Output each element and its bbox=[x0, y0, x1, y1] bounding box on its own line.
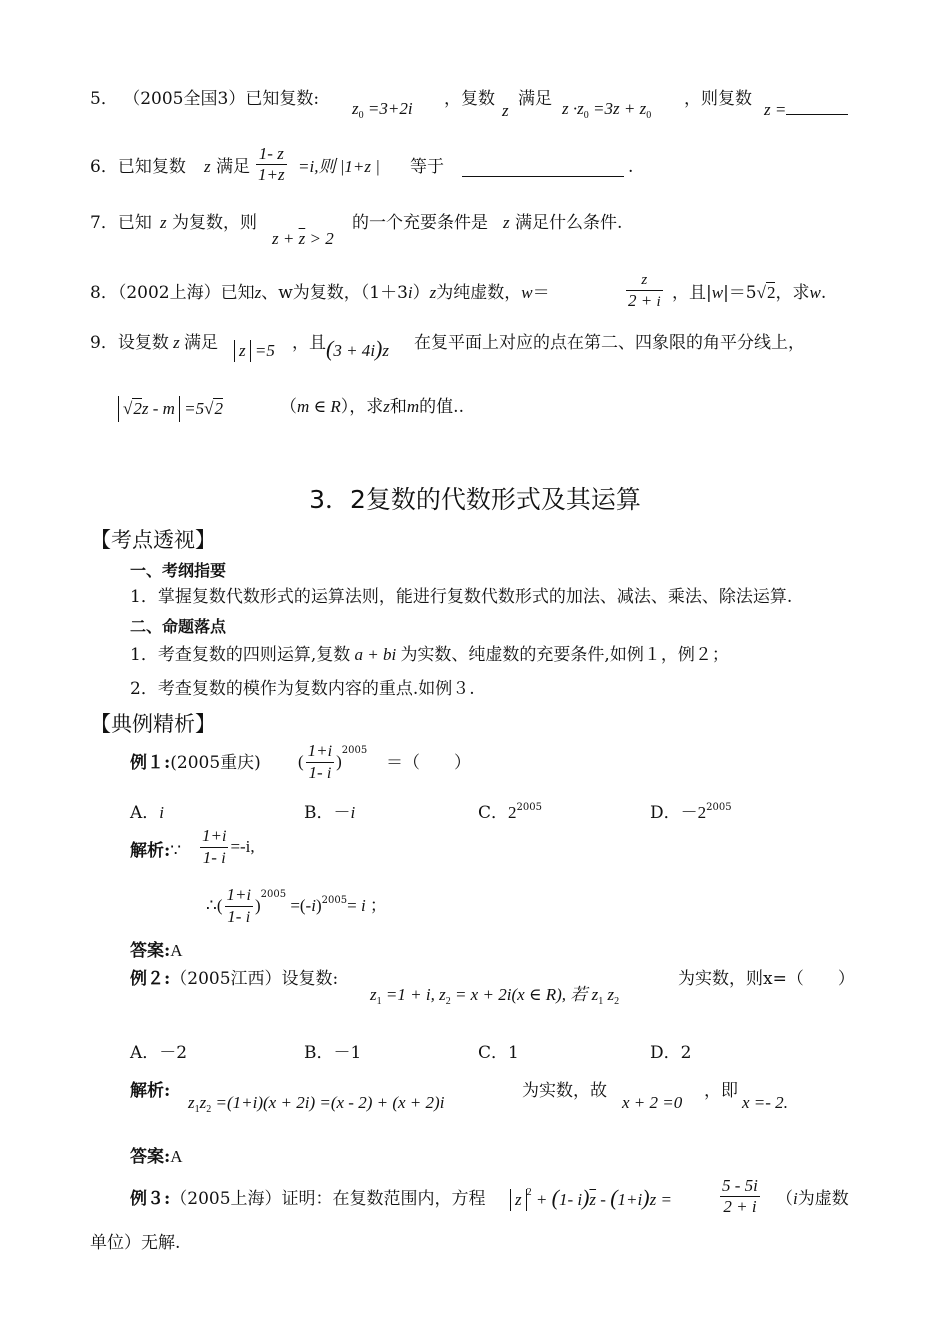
formula-z: z bbox=[204, 157, 211, 176]
solution-1 bbox=[130, 840, 181, 862]
formula-ex3: z $^2$ + (1- $i)\overline{z} - (1+i)z$ = bbox=[510, 1182, 672, 1211]
formula-ex1: ( $\frac{1+i}{1- i}$ )$^{2005}$ bbox=[298, 741, 368, 782]
answer-value: A bbox=[170, 941, 183, 960]
example-text: 为虚数 bbox=[797, 1189, 849, 1209]
item-text: 为实数、纯虚数的充要条件,如例１，例２； bbox=[400, 645, 729, 665]
problem-text: 和 bbox=[389, 397, 407, 417]
problem-text: ，求 bbox=[775, 283, 810, 303]
option-label: C． bbox=[478, 803, 509, 823]
problem-number: 9． bbox=[90, 333, 118, 353]
mingti-item-2: 2．考查复数的模作为复数内容的重点.如例３. bbox=[130, 679, 475, 699]
problem-text: 等于 bbox=[410, 157, 444, 177]
problem-text: 满足 bbox=[518, 89, 552, 109]
option-b: B．－1 bbox=[304, 1043, 362, 1063]
formula-z0: $z_0 =3+2i$ bbox=[352, 99, 413, 121]
solution-label: 解析: bbox=[130, 841, 171, 861]
formula-abs-z: z =5 bbox=[234, 340, 275, 362]
problem-9: 9．设复数 z 满足 bbox=[90, 333, 218, 353]
problem-text: ＝ bbox=[532, 283, 550, 303]
formula-z: z bbox=[160, 213, 167, 232]
problem-text: . bbox=[820, 283, 827, 303]
problem-text: ，复数 bbox=[444, 89, 495, 109]
example-source: (2005重庆) bbox=[170, 753, 261, 773]
problem-7 bbox=[90, 212, 152, 234]
formula-equals-i: =i,则 |1+z | bbox=[298, 157, 380, 176]
option-c: C．1 bbox=[478, 1043, 519, 1063]
formula-inequality: $z + \overline{z} > 2$ bbox=[272, 229, 334, 248]
answer-2 bbox=[130, 1146, 183, 1168]
option-b: B．－i bbox=[304, 803, 356, 823]
heading-kaodian: 【考点透视】 bbox=[90, 528, 216, 552]
formula-product: (3 + 4i)z bbox=[326, 336, 389, 361]
heading-mingti: 二、命题落点 bbox=[130, 617, 227, 636]
answer-label: 答案: bbox=[130, 1147, 171, 1167]
problem-5 bbox=[90, 88, 319, 110]
solution-text: = bbox=[347, 896, 357, 915]
option-label: B．－ bbox=[304, 803, 351, 823]
problem-text: 满足什么条件. bbox=[515, 213, 623, 233]
example-text: x=（ ） bbox=[763, 969, 855, 989]
example-3 bbox=[130, 1188, 486, 1210]
solution-text: 为实数，故 bbox=[522, 1081, 607, 1101]
problem-text: ，且 bbox=[292, 333, 326, 353]
problem-text: ，且| bbox=[672, 283, 712, 303]
problem-text: 的一个充要条件是 bbox=[352, 213, 488, 233]
solution-text: ∵ bbox=[170, 841, 182, 861]
answer-1 bbox=[130, 940, 183, 962]
problem-text: ，则复数 bbox=[684, 89, 752, 109]
formula-fraction: $\frac{z}{2 + i}$ bbox=[628, 272, 661, 310]
formula-condition: $z \cdot z_0 =3z + z_0$ bbox=[562, 99, 652, 121]
heading-dianli: 【典例精析】 bbox=[90, 712, 216, 736]
problem-text: 满足 bbox=[183, 333, 218, 353]
example-source: （2005江西）设复数: bbox=[170, 969, 339, 989]
option-label: A． bbox=[130, 803, 160, 823]
problem-number: 6． bbox=[90, 157, 118, 177]
option-c: C．$2^{2005}$ bbox=[478, 802, 542, 823]
problem-text: （m ∈ R），求z和m的值.. bbox=[280, 397, 464, 417]
problem-8: 8．（2002上海）已知z、w为复数，（1＋3i）z为纯虚数，w＝ bbox=[90, 283, 550, 303]
example-text: 单位）无解. bbox=[90, 1233, 181, 1253]
formula-result: x =- 2. bbox=[742, 1093, 788, 1112]
problem-text: . bbox=[628, 157, 634, 177]
example-1 bbox=[130, 752, 261, 774]
gangyao-item-1: 1．掌握复数代数形式的运算法则，能进行复数代数形式的加法、减法、乘法、除法运算. bbox=[130, 587, 793, 607]
problem-text: 满足 bbox=[216, 157, 250, 177]
example-text: 为实数，则 bbox=[678, 969, 763, 989]
solution-text: ，即 bbox=[704, 1081, 738, 1101]
problem-text: 为复数，则 bbox=[172, 213, 257, 233]
problem-text: （ bbox=[280, 397, 297, 417]
problem-text: ），求 bbox=[340, 397, 384, 417]
solution-label: 解析: bbox=[130, 1081, 171, 1101]
example-question: ＝（ ） bbox=[386, 753, 471, 773]
problem-text: ，且|w|＝5√2，求w. bbox=[672, 283, 827, 303]
example-2 bbox=[130, 968, 338, 990]
problem-text: （2002上海）已知 bbox=[117, 283, 255, 303]
option-d: D．$-2^{2005}$ bbox=[650, 802, 732, 823]
example-label: 例１: bbox=[130, 753, 171, 773]
example-label: 例３: bbox=[130, 1189, 171, 1209]
problem-text: 的值.. bbox=[419, 397, 464, 417]
formula-fraction: $\frac{1- z}{1+z}$ bbox=[258, 144, 285, 184]
problem-text: 已知复数 bbox=[117, 157, 186, 177]
option-d: D．2 bbox=[650, 1043, 692, 1063]
solution-text: =(- bbox=[290, 896, 312, 915]
formula-modulus: √2z - m =5√2 bbox=[118, 396, 223, 422]
problem-text: 已知 bbox=[117, 213, 152, 233]
example-text: （ bbox=[776, 1189, 793, 1209]
problem-number: 7． bbox=[90, 213, 118, 233]
problem-text: 为纯虚数， bbox=[436, 283, 522, 303]
problem-text: ） bbox=[412, 283, 430, 303]
formula-fraction: $\frac{5 - 5i}{2 + i}$ bbox=[722, 1176, 758, 1216]
solution-2 bbox=[130, 1080, 170, 1102]
option-label: D．－ bbox=[650, 803, 698, 823]
problem-number: 5． bbox=[90, 89, 118, 109]
problem-number: 8． bbox=[90, 283, 118, 303]
example-label: 例２: bbox=[130, 969, 171, 989]
problem-text: （2005全国3）已知复数: bbox=[123, 89, 320, 109]
solution-text: ) bbox=[315, 896, 322, 915]
formula-solution-2: ∴( $\frac{1+i}{1- i}$ )$^{2005} =(-i)^{2005}= i$ ； bbox=[206, 885, 387, 926]
problem-text: 在复平面上对应的点在第二、四象限的角平分线上， bbox=[414, 333, 805, 353]
answer-value: A bbox=[170, 1147, 183, 1166]
mingti-item-1: 1．考查复数的四则运算,复数 a + bi 为实数、纯虚数的充要条件,如例１，例２； bbox=[130, 645, 729, 665]
example-text: （i为虚数 bbox=[776, 1189, 849, 1209]
example-source: （2005上海）证明：在复数范围内，方程 bbox=[170, 1189, 486, 1209]
item-text: 1．考查复数的四则运算,复数 bbox=[130, 645, 351, 665]
formula-solution-1: $\frac{1+i}{1- i}$ =-i, bbox=[202, 826, 255, 867]
solution-text: ∴ bbox=[206, 896, 217, 916]
problem-6 bbox=[90, 156, 186, 178]
example-question bbox=[678, 968, 855, 990]
solution-text: =-i, bbox=[230, 837, 255, 856]
formula-solution-ex2: $z_1z_2 =(1+i)(x + 2i) =(x - 2) + (x + 2)i$ bbox=[188, 1093, 445, 1115]
problem-text: 、w为复数，（1＋3 bbox=[261, 283, 408, 303]
problem-text: |＝5 bbox=[723, 283, 757, 303]
option-a: A．－2 bbox=[130, 1043, 188, 1063]
solution-text: ； bbox=[369, 896, 387, 916]
problem-text: 设复数 bbox=[117, 333, 169, 353]
formula-condition: x + 2 =0 bbox=[622, 1093, 683, 1112]
answer-label: 答案: bbox=[130, 941, 171, 961]
formula-z: z bbox=[503, 213, 510, 232]
section-title: 3．2复数的代数形式及其运算 bbox=[309, 485, 641, 514]
option-a: A．i bbox=[130, 803, 165, 823]
formula-z: z bbox=[502, 101, 509, 120]
formula-answer: z = bbox=[764, 98, 848, 121]
answer-blank bbox=[462, 160, 624, 183]
heading-gangyao: 一、考纲指要 bbox=[130, 561, 227, 580]
formula-ex2: $z_1 =1 + i$, $z_2 = x + 2i(x$ ∈ R), 若 $z_1$ $z_2$ bbox=[370, 985, 620, 1007]
